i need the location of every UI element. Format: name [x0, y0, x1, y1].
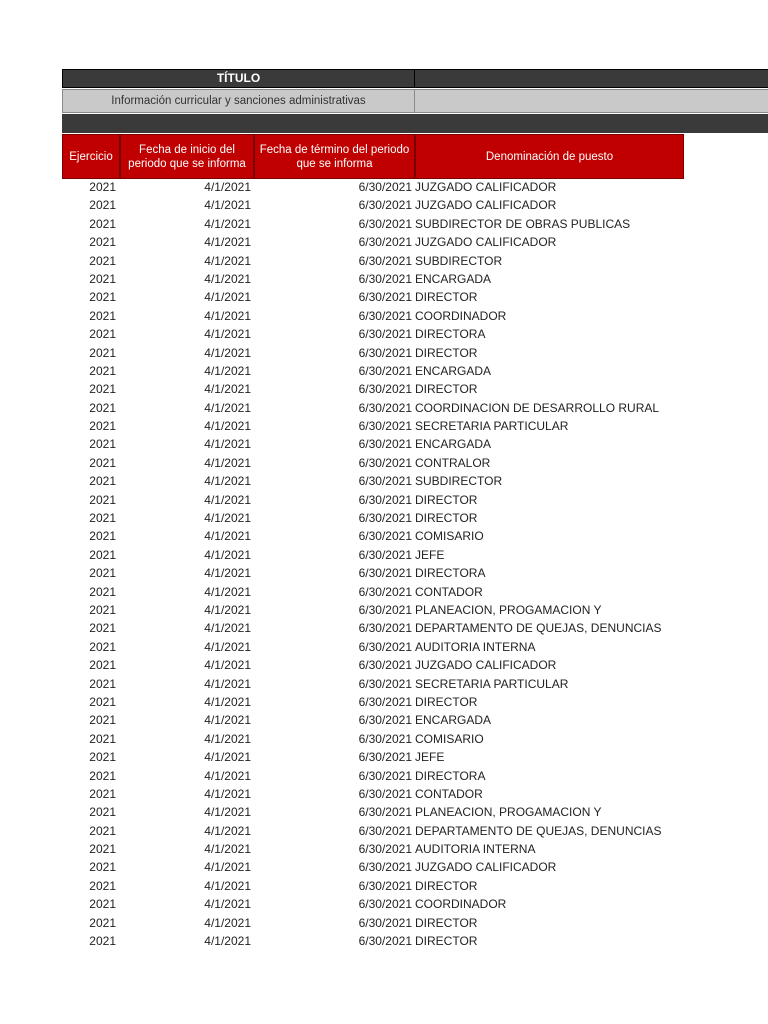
cell-ejercicio: 2021	[89, 878, 116, 893]
cell-denominacion: DIRECTOR	[415, 511, 478, 526]
cell-denominacion: DIRECTOR	[415, 290, 478, 305]
cell-fecha-inicio: 4/1/2021	[204, 271, 251, 286]
cell-denominacion: SUBDIRECTOR	[415, 474, 503, 489]
table-row	[0, 564, 768, 582]
cell-fecha-inicio: 4/1/2021	[204, 216, 251, 231]
cell-fecha-inicio: 4/1/2021	[204, 694, 251, 709]
cell-fecha-inicio: 4/1/2021	[204, 750, 251, 765]
cell-denominacion: COMISARIO	[415, 731, 484, 746]
cell-fecha-termino: 6/30/2021	[358, 327, 412, 342]
column-header-ejercicio: Ejercicio	[62, 134, 120, 179]
cell-ejercicio: 2021	[89, 860, 116, 875]
cell-ejercicio: 2021	[89, 750, 116, 765]
cell-ejercicio: 2021	[89, 823, 116, 838]
cell-denominacion: COORDINADOR	[415, 897, 507, 912]
table-row	[0, 252, 768, 270]
table-row	[0, 491, 768, 509]
cell-denominacion: SECRETARIA PARTICULAR	[415, 419, 569, 434]
cell-ejercicio: 2021	[89, 400, 116, 415]
cell-denominacion: ENCARGADA	[415, 713, 492, 728]
cell-ejercicio: 2021	[89, 419, 116, 434]
cell-fecha-termino: 6/30/2021	[358, 897, 412, 912]
cell-denominacion: ENCARGADA	[415, 363, 492, 378]
cell-fecha-termino: 6/30/2021	[358, 437, 412, 452]
table-row	[0, 546, 768, 564]
cell-fecha-inicio: 4/1/2021	[204, 602, 251, 617]
cell-ejercicio: 2021	[89, 198, 116, 213]
cell-fecha-inicio: 4/1/2021	[204, 897, 251, 912]
cell-denominacion: JUZGADO CALIFICADOR	[415, 198, 557, 213]
cell-fecha-inicio: 4/1/2021	[204, 290, 251, 305]
cell-denominacion: CONTADOR	[415, 786, 483, 801]
table-row	[0, 270, 768, 288]
cell-fecha-inicio: 4/1/2021	[204, 658, 251, 673]
column-header-fecha-inicio: Fecha de inicio del periodo que se informa	[120, 134, 254, 179]
cell-fecha-termino: 6/30/2021	[358, 290, 412, 305]
table-row	[0, 822, 768, 840]
cell-denominacion: DIRECTOR	[415, 694, 478, 709]
cell-ejercicio: 2021	[89, 180, 116, 194]
cell-fecha-termino: 6/30/2021	[358, 768, 412, 783]
table-row	[0, 583, 768, 601]
sheet-title: TÍTULO	[62, 69, 415, 88]
cell-fecha-inicio: 4/1/2021	[204, 584, 251, 599]
table-row	[0, 730, 768, 748]
table-row	[0, 601, 768, 619]
cell-ejercicio: 2021	[89, 602, 116, 617]
subtitle-band-right	[415, 89, 768, 113]
cell-denominacion: SUBDIRECTOR	[415, 253, 503, 268]
table-row	[0, 454, 768, 472]
cell-ejercicio: 2021	[89, 216, 116, 231]
cell-fecha-termino: 6/30/2021	[358, 529, 412, 544]
cell-ejercicio: 2021	[89, 235, 116, 250]
cell-fecha-inicio: 4/1/2021	[204, 253, 251, 268]
cell-ejercicio: 2021	[89, 529, 116, 544]
cell-fecha-termino: 6/30/2021	[358, 363, 412, 378]
cell-fecha-inicio: 4/1/2021	[204, 566, 251, 581]
cell-denominacion: ENCARGADA	[415, 437, 492, 452]
cell-ejercicio: 2021	[89, 786, 116, 801]
cell-ejercicio: 2021	[89, 805, 116, 820]
cell-fecha-inicio: 4/1/2021	[204, 180, 251, 194]
cell-ejercicio: 2021	[89, 658, 116, 673]
cell-denominacion: DIRECTORA	[415, 768, 486, 783]
cell-ejercicio: 2021	[89, 492, 116, 507]
cell-ejercicio: 2021	[89, 382, 116, 397]
data-table-body	[0, 178, 768, 950]
cell-fecha-termino: 6/30/2021	[358, 419, 412, 434]
cell-fecha-termino: 6/30/2021	[358, 878, 412, 893]
cell-ejercicio: 2021	[89, 915, 116, 930]
cell-fecha-termino: 6/30/2021	[358, 474, 412, 489]
cell-fecha-inicio: 4/1/2021	[204, 419, 251, 434]
cell-fecha-inicio: 4/1/2021	[204, 327, 251, 342]
cell-fecha-inicio: 4/1/2021	[204, 621, 251, 636]
table-row	[0, 877, 768, 895]
table-row	[0, 932, 768, 950]
cell-denominacion: ENCARGADA	[415, 271, 492, 286]
table-row	[0, 619, 768, 637]
title-band-right	[415, 69, 768, 88]
cell-fecha-termino: 6/30/2021	[358, 713, 412, 728]
table-row	[0, 196, 768, 214]
cell-fecha-termino: 6/30/2021	[358, 805, 412, 820]
cell-denominacion: DIRECTOR	[415, 345, 478, 360]
cell-denominacion: AUDITORIA INTERNA	[415, 842, 536, 857]
cell-fecha-termino: 6/30/2021	[358, 676, 412, 691]
cell-fecha-termino: 6/30/2021	[358, 639, 412, 654]
cell-fecha-termino: 6/30/2021	[358, 621, 412, 636]
cell-ejercicio: 2021	[89, 363, 116, 378]
cell-ejercicio: 2021	[89, 455, 116, 470]
cell-denominacion: CONTRALOR	[415, 455, 491, 470]
table-row	[0, 785, 768, 803]
cell-fecha-inicio: 4/1/2021	[204, 878, 251, 893]
cell-denominacion: AUDITORIA INTERNA	[415, 639, 536, 654]
cell-fecha-inicio: 4/1/2021	[204, 713, 251, 728]
cell-denominacion: JEFE	[415, 750, 445, 765]
table-row	[0, 233, 768, 251]
table-row	[0, 527, 768, 545]
table-row	[0, 656, 768, 674]
cell-denominacion: COORDINADOR	[415, 308, 507, 323]
cell-fecha-inicio: 4/1/2021	[204, 731, 251, 746]
column-header-denominacion: Denominación de puesto	[415, 134, 684, 179]
cell-denominacion: JUZGADO CALIFICADOR	[415, 235, 557, 250]
cell-fecha-inicio: 4/1/2021	[204, 915, 251, 930]
table-row	[0, 914, 768, 932]
cell-denominacion: COORDINACION DE DESARROLLO RURAL	[415, 400, 660, 415]
cell-denominacion: DIRECTOR	[415, 382, 478, 397]
cell-fecha-termino: 6/30/2021	[358, 934, 412, 949]
cell-fecha-termino: 6/30/2021	[358, 786, 412, 801]
cell-ejercicio: 2021	[89, 694, 116, 709]
cell-fecha-termino: 6/30/2021	[358, 842, 412, 857]
cell-ejercicio: 2021	[89, 271, 116, 286]
sheet-subtitle: Información curricular y sanciones administrativas	[62, 89, 415, 113]
cell-fecha-inicio: 4/1/2021	[204, 842, 251, 857]
cell-fecha-termino: 6/30/2021	[358, 694, 412, 709]
cell-fecha-inicio: 4/1/2021	[204, 786, 251, 801]
cell-ejercicio: 2021	[89, 842, 116, 857]
cell-denominacion: DEPARTAMENTO DE QUEJAS, DENUNCIAS	[415, 621, 662, 636]
cell-denominacion: DIRECTORA	[415, 566, 486, 581]
cell-fecha-termino: 6/30/2021	[358, 235, 412, 250]
cell-ejercicio: 2021	[89, 511, 116, 526]
table-row	[0, 417, 768, 435]
cell-fecha-inicio: 4/1/2021	[204, 805, 251, 820]
cell-fecha-termino: 6/30/2021	[358, 566, 412, 581]
table-row	[0, 711, 768, 729]
cell-fecha-termino: 6/30/2021	[358, 216, 412, 231]
cell-denominacion: COMISARIO	[415, 529, 484, 544]
cell-ejercicio: 2021	[89, 897, 116, 912]
table-row	[0, 399, 768, 417]
cell-fecha-termino: 6/30/2021	[358, 584, 412, 599]
cell-fecha-inicio: 4/1/2021	[204, 529, 251, 544]
cell-denominacion: CONTADOR	[415, 584, 483, 599]
cell-fecha-inicio: 4/1/2021	[204, 455, 251, 470]
cell-fecha-inicio: 4/1/2021	[204, 400, 251, 415]
cell-denominacion: JEFE	[415, 547, 445, 562]
table-row	[0, 840, 768, 858]
cell-fecha-inicio: 4/1/2021	[204, 860, 251, 875]
table-row	[0, 767, 768, 785]
cell-fecha-inicio: 4/1/2021	[204, 768, 251, 783]
cell-ejercicio: 2021	[89, 731, 116, 746]
cell-fecha-termino: 6/30/2021	[358, 492, 412, 507]
cell-denominacion: SUBDIRECTOR DE OBRAS PUBLICAS	[415, 216, 631, 231]
table-row	[0, 693, 768, 711]
cell-denominacion: JUZGADO CALIFICADOR	[415, 658, 557, 673]
cell-fecha-termino: 6/30/2021	[358, 658, 412, 673]
cell-fecha-inicio: 4/1/2021	[204, 198, 251, 213]
cell-fecha-inicio: 4/1/2021	[204, 823, 251, 838]
cell-ejercicio: 2021	[89, 934, 116, 949]
cell-fecha-inicio: 4/1/2021	[204, 308, 251, 323]
cell-fecha-termino: 6/30/2021	[358, 400, 412, 415]
cell-fecha-termino: 6/30/2021	[358, 382, 412, 397]
cell-fecha-inicio: 4/1/2021	[204, 235, 251, 250]
table-row	[0, 638, 768, 656]
cell-fecha-inicio: 4/1/2021	[204, 437, 251, 452]
cell-ejercicio: 2021	[89, 566, 116, 581]
cell-ejercicio: 2021	[89, 345, 116, 360]
table-row	[0, 344, 768, 362]
table-row	[0, 509, 768, 527]
cell-fecha-inicio: 4/1/2021	[204, 345, 251, 360]
cell-denominacion: PLANEACION, PROGAMACION Y	[415, 805, 602, 820]
table-row	[0, 803, 768, 821]
cell-fecha-inicio: 4/1/2021	[204, 363, 251, 378]
table-row	[0, 435, 768, 453]
cell-fecha-termino: 6/30/2021	[358, 180, 412, 194]
table-row	[0, 675, 768, 693]
cell-fecha-termino: 6/30/2021	[358, 455, 412, 470]
cell-fecha-inicio: 4/1/2021	[204, 547, 251, 562]
cell-fecha-inicio: 4/1/2021	[204, 934, 251, 949]
cell-ejercicio: 2021	[89, 639, 116, 654]
table-row	[0, 858, 768, 876]
cell-denominacion: DIRECTOR	[415, 878, 478, 893]
cell-fecha-termino: 6/30/2021	[358, 253, 412, 268]
cell-ejercicio: 2021	[89, 547, 116, 562]
table-row	[0, 325, 768, 343]
cell-denominacion: JUZGADO CALIFICADOR	[415, 180, 557, 194]
column-header-fecha-termino: Fecha de término del periodo que se informa	[254, 134, 415, 179]
cell-fecha-termino: 6/30/2021	[358, 602, 412, 617]
cell-fecha-inicio: 4/1/2021	[204, 474, 251, 489]
cell-denominacion: JUZGADO CALIFICADOR	[415, 860, 557, 875]
cell-denominacion: DIRECTOR	[415, 915, 478, 930]
table-row	[0, 380, 768, 398]
cell-fecha-termino: 6/30/2021	[358, 547, 412, 562]
cell-fecha-inicio: 4/1/2021	[204, 639, 251, 654]
cell-ejercicio: 2021	[89, 676, 116, 691]
cell-fecha-termino: 6/30/2021	[358, 750, 412, 765]
table-row	[0, 472, 768, 490]
cell-ejercicio: 2021	[89, 584, 116, 599]
cell-ejercicio: 2021	[89, 253, 116, 268]
cell-denominacion: SECRETARIA PARTICULAR	[415, 676, 569, 691]
cell-fecha-termino: 6/30/2021	[358, 271, 412, 286]
separator-band	[62, 114, 768, 133]
table-row	[0, 178, 768, 196]
table-row	[0, 362, 768, 380]
cell-fecha-termino: 6/30/2021	[358, 860, 412, 875]
cell-fecha-termino: 6/30/2021	[358, 915, 412, 930]
cell-ejercicio: 2021	[89, 474, 116, 489]
table-row	[0, 307, 768, 325]
cell-fecha-termino: 6/30/2021	[358, 731, 412, 746]
cell-fecha-termino: 6/30/2021	[358, 345, 412, 360]
cell-denominacion: DIRECTOR	[415, 934, 478, 949]
cell-denominacion: DIRECTOR	[415, 492, 478, 507]
cell-ejercicio: 2021	[89, 621, 116, 636]
cell-fecha-termino: 6/30/2021	[358, 823, 412, 838]
cell-denominacion: DEPARTAMENTO DE QUEJAS, DENUNCIAS	[415, 823, 662, 838]
cell-fecha-inicio: 4/1/2021	[204, 676, 251, 691]
table-row	[0, 288, 768, 306]
cell-ejercicio: 2021	[89, 290, 116, 305]
cell-ejercicio: 2021	[89, 713, 116, 728]
cell-fecha-inicio: 4/1/2021	[204, 511, 251, 526]
cell-fecha-inicio: 4/1/2021	[204, 382, 251, 397]
cell-fecha-termino: 6/30/2021	[358, 198, 412, 213]
cell-ejercicio: 2021	[89, 437, 116, 452]
cell-fecha-termino: 6/30/2021	[358, 511, 412, 526]
table-row	[0, 748, 768, 766]
cell-ejercicio: 2021	[89, 327, 116, 342]
table-row	[0, 895, 768, 913]
cell-ejercicio: 2021	[89, 768, 116, 783]
cell-ejercicio: 2021	[89, 308, 116, 323]
cell-denominacion: DIRECTORA	[415, 327, 486, 342]
cell-fecha-inicio: 4/1/2021	[204, 492, 251, 507]
table-row	[0, 215, 768, 233]
cell-denominacion: PLANEACION, PROGAMACION Y	[415, 602, 602, 617]
cell-fecha-termino: 6/30/2021	[358, 308, 412, 323]
